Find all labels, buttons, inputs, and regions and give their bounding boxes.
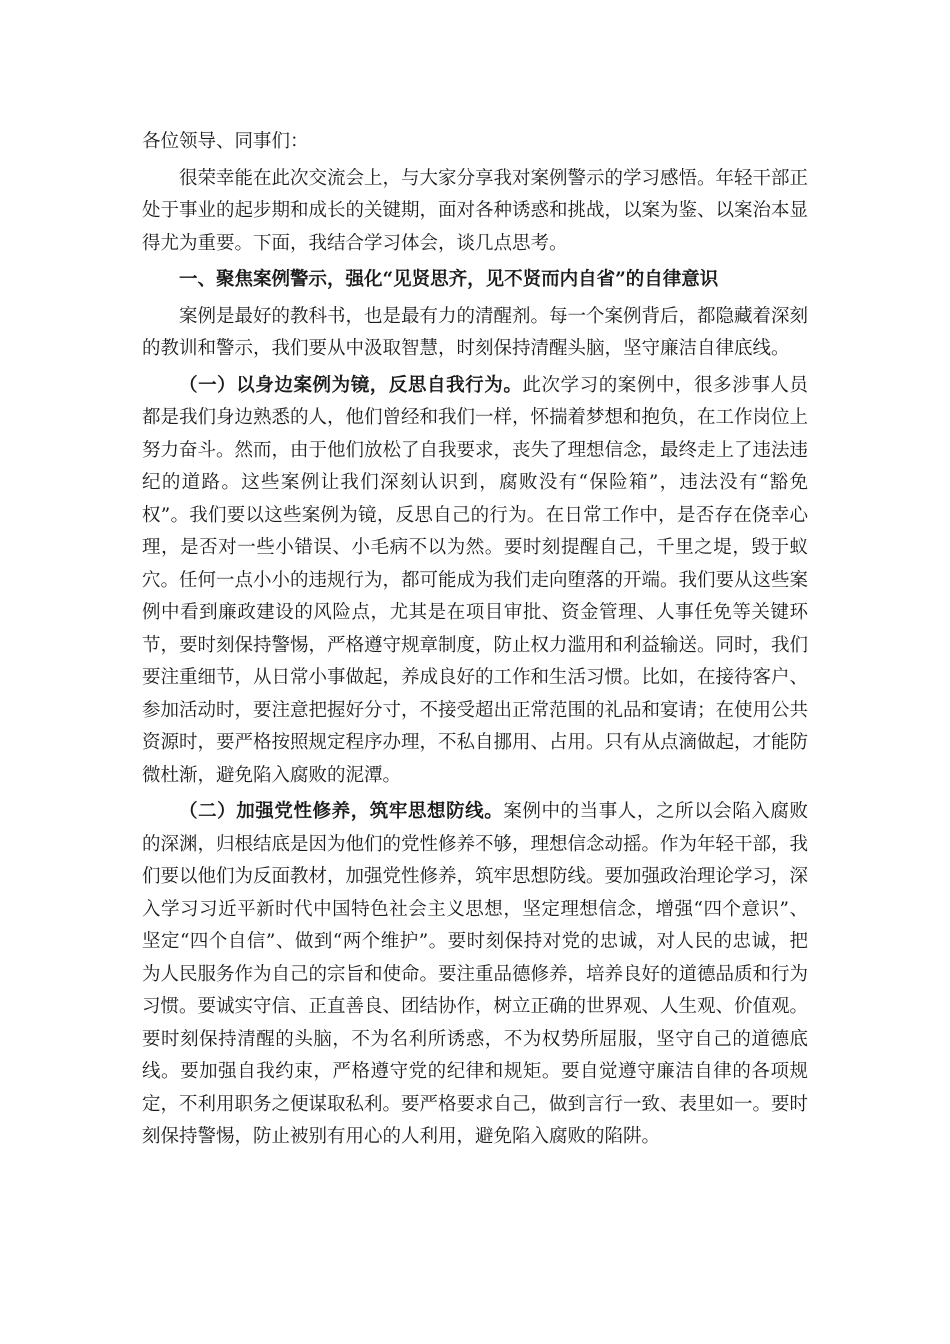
subsection-2-heading: （二）加强党性修养，筑牢思想防线。 [179, 801, 504, 822]
document-page [142, 126, 808, 1154]
subsection-1-paragraph [142, 370, 808, 793]
subsection-1-heading: （一）以身边案例为镜，反思自我行为。 [179, 374, 523, 396]
section-heading: 一、聚焦案例警示，强化“见贤思齐，见不贤而内自省”的自律意识 [179, 269, 719, 290]
subsection-1-body: 此次学习的案例中，很多涉事人员都是我们身边熟悉的人，他们曾经和我们一样，怀揣着梦想和抱负，在工作岗位上努力奋斗。然而，由于他们放松了自我要求，丧失了理想信念，最终走上了违法违纪的道路。这些案例让我们深刻认识到，腐败没有“保险箱”，违法没有“豁免权”。我们要以这些案例为镜，反思自己的行为。在日常工作中，是否存在侥幸心理，是否对一些小错误、小毛病不以为然。要时刻提醒自己，千里之堤，毁于蚁穴。任何一点小小的违规行为，都可能成为我们走向堕落的开端。我们要从这些案例中看到廉政建设的风险点，尤其是在项目审批、资金管理、人事任免等关键环节，要时刻保持警惕，严格遵守规章制度，防止权力滥用和利益输送。同时，我们要注重细节，从日常小事做起，养成良好的工作和生活习惯。比如，在接待客户、参加活动时，要注意把握好分寸，不接受超出正常范围的礼品和宴请；在使用公共资源时，要严格按照规定程序办理，不私自挪用、占用。只有从点滴做起，才能防微杜渐，避免陷入腐败的泥潭。 [142, 374, 809, 786]
subsection-2-body: 案例中的当事人，之所以会陷入腐败的深渊，归根结底是因为他们的党性修养不够，理想信念动摇。作为年轻干部，我们要以他们为反面教材，加强党性修养，筑牢思想防线。要加强政治理论学习，深入学习习近平新时代中国特色社会主义思想，坚定理想信念，增强“四个意识”、坚定“四个自信”、做到“两个维护”。要时刻保持对党的忠诚，对人民的忠诚，把为人民服务作为自己的宗旨和使命。要注重品德修养，培养良好的道德品质和行为习惯。要诚实守信、正直善良、团结协作，树立正确的世界观、人生观、价值观。要时刻保持清醒的头脑，不为名利所诱惑，不为权势所屈服，坚守自己的道德底线。要加强自我约束，严格遵守党的纪律和规矩。要自觉遵守廉洁自律的各项规定，不利用职务之便谋取私利。要严格要求自己，做到言行一致、表里如一。要时刻保持警惕，防止被别有用心的人利用，避免陷入腐败的陷阱。 [142, 801, 809, 1147]
salutation: 各位领导、同事们： [142, 131, 309, 152]
intro-paragraph: 很荣幸能在此次交流会上，与大家分享我对案例警示的学习感悟。年轻干部正处于事业的起步期和成长的关键期，面对各种诱惑和挑战，以案为鉴、以案治本显得尤为重要。下面，我结合学习体会，谈几点思考。 [142, 167, 809, 254]
section-intro-paragraph: 案例是最好的教科书，也是最有力的清醒剂。每一个案例背后，都隐藏着深刻的教训和警示，我们要从中汲取智慧，时刻保持清醒头脑，坚守廉洁自律底线。 [142, 305, 809, 359]
subsection-2-paragraph [142, 796, 808, 1154]
